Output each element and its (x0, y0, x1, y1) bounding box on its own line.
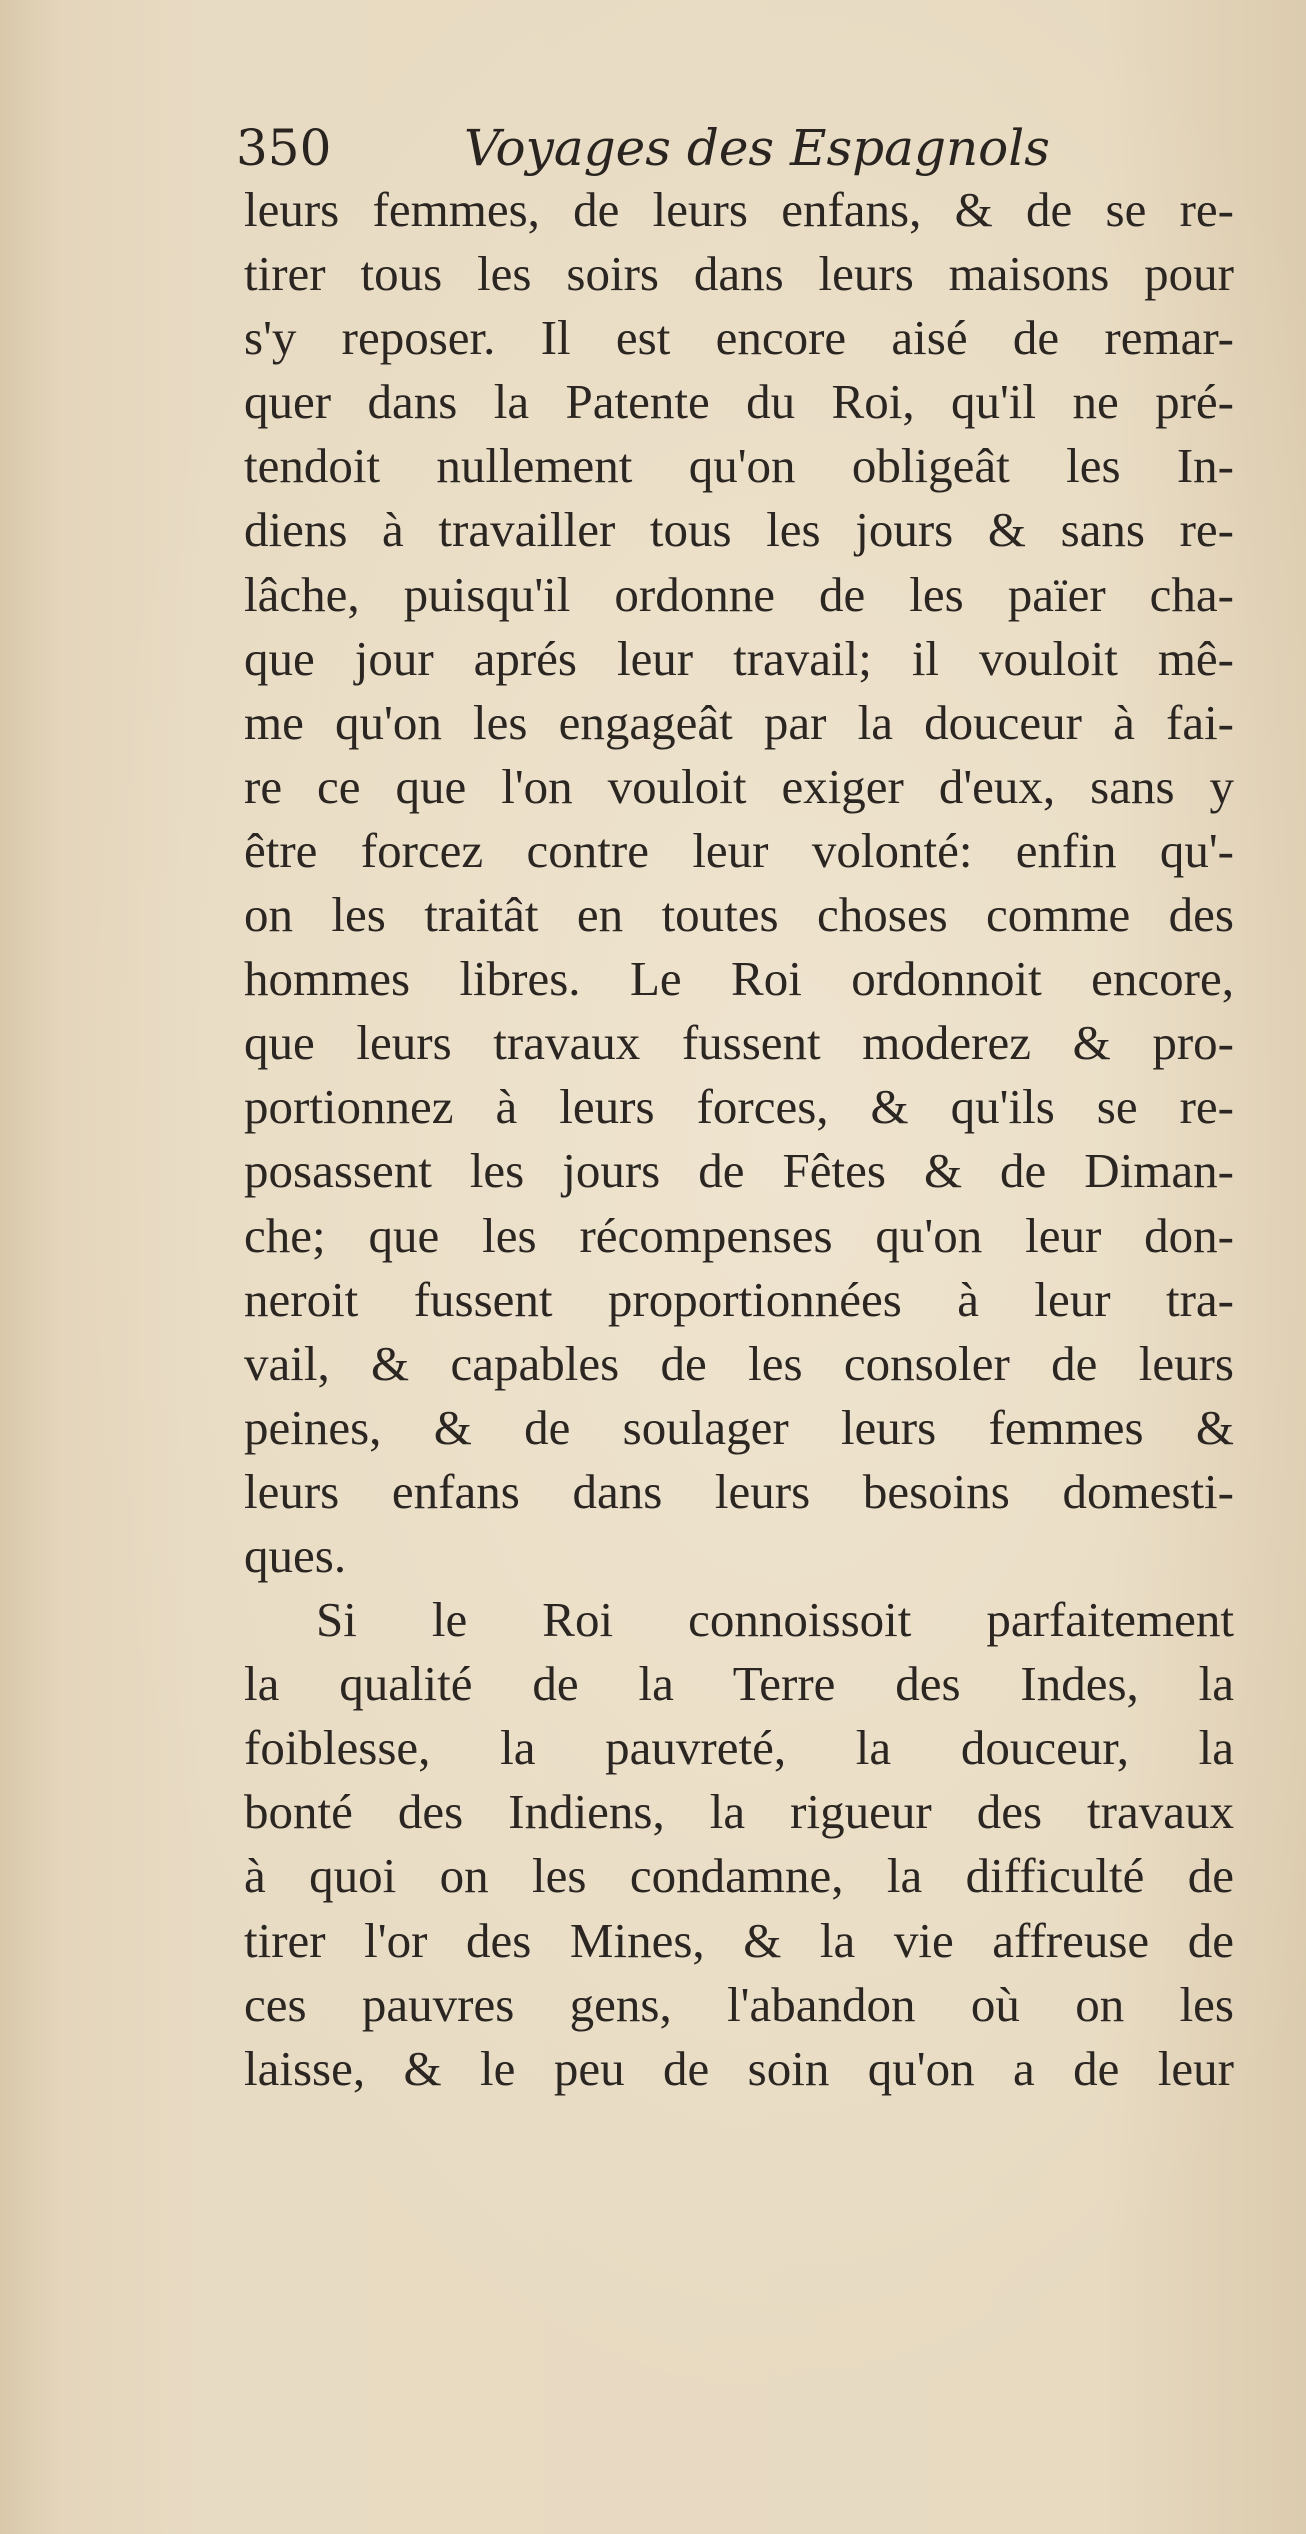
text-line: portionnez à leurs forces, & qu'ils se re- (244, 1079, 1234, 1135)
text-line: hommes libres. Le Roi ordonnoit encore, (244, 951, 1234, 1007)
text-line: tirer tous les soirs dans leurs maisons pour (244, 246, 1234, 302)
text-line: bonté des Indiens, la rigueur des travaux (244, 1784, 1234, 1840)
text-line: lâche, puisqu'il ordonne de les païer cha- (244, 566, 1234, 622)
text-line: foiblesse, la pauvreté, la douceur, la (244, 1720, 1234, 1776)
text-line: diens à travailler tous les jours & sans re- (244, 502, 1234, 558)
text-line: être forcez contre leur volonté: enfin qu'- (244, 822, 1234, 878)
text-line: ces pauvres gens, l'abandon où on les (244, 1976, 1234, 2032)
text-line: tendoit nullement qu'on obligeât les In- (244, 438, 1234, 494)
body-text (244, 178, 1234, 2101)
text-line: tirer l'or des Mines, & la vie affreuse de (244, 1912, 1234, 1968)
text-line: peines, & de soulager leurs femmes & (244, 1399, 1234, 1455)
text-line: posassent les jours de Fêtes & de Diman- (244, 1143, 1234, 1199)
text-line: quer dans la Patente du Roi, qu'il ne pré- (244, 374, 1234, 430)
text-line: que leurs travaux fussent moderez & pro- (244, 1015, 1234, 1071)
text-line: que jour aprés leur travail; il vouloit mê- (244, 630, 1234, 686)
text-line: vail, & capables de les consoler de leurs (244, 1335, 1234, 1391)
page-number: 350 (236, 119, 332, 177)
text-line: on les traitât en toutes choses comme des (244, 887, 1234, 943)
running-title: Voyages des Espagnols (464, 119, 1050, 177)
text-line: neroit fussent proportionnées à leur tra- (244, 1271, 1234, 1327)
paragraph-last-line: ques. (244, 1527, 347, 1583)
text-line: che; que les récompenses qu'on leur don- (244, 1207, 1234, 1263)
text-line: à quoi on les condamne, la difficulté de (244, 1848, 1234, 1904)
text-line: leurs femmes, de leurs enfans, & de se re- (244, 182, 1234, 237)
paragraph-first-line: Si le Roi connoissoit parfaitement (316, 1592, 1234, 1648)
text-line: me qu'on les engageât par la douceur à fai- (244, 694, 1234, 750)
text-line: re ce que l'on vouloit exiger d'eux, sans y (244, 758, 1234, 814)
page-header (236, 118, 1096, 178)
text-line: leurs enfans dans leurs besoins domesti- (244, 1463, 1234, 1519)
text-line: s'y reposer. Il est encore aisé de remar- (244, 310, 1234, 366)
text-line: laisse, & le peu de soin qu'on a de leur (244, 2040, 1234, 2096)
text-line: la qualité de la Terre des Indes, la (244, 1656, 1234, 1712)
